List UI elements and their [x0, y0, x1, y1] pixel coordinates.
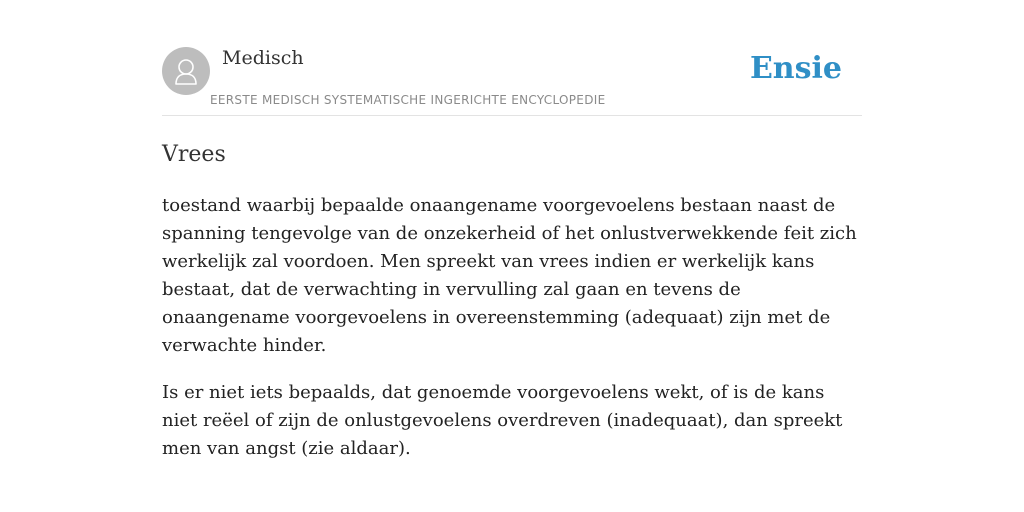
- source-subtitle: EERSTE MEDISCH SYSTEMATISCHE INGERICHTE ENCYCLOPEDIE: [210, 93, 606, 107]
- article-title: Vrees: [162, 142, 226, 167]
- article-paragraph: Is er niet iets bepaalds, dat genoemde voorgevoelens wekt, of is de kans niet reëel of zijn de onlustgevoelens overdreven (inadequaat), dan spreekt men van angst (zie aldaar).: [162, 382, 843, 459]
- user-outline-icon: [162, 47, 210, 95]
- brand-logo[interactable]: Ensie: [749, 51, 842, 86]
- header: [162, 0, 862, 116]
- source-name[interactable]: Medisch: [222, 47, 304, 69]
- source-avatar[interactable]: [162, 47, 210, 95]
- page: [162, 0, 862, 459]
- article-paragraph: toestand waarbij bepaalde onaangename voorgevoelens bestaan naast de spanning tengevolge van de onzekerheid of het onlustverwekkende feit zich werkelijk zal voordoen. Men spreekt van vrees indien er werkelijk kans bestaat, dat de verwachting in vervulling zal gaan en tevens de onaangename voorgevoelens in overeenstemming (adequaat) zijn met de verwachte hinder.: [162, 195, 857, 356]
- article-body: [162, 192, 862, 482]
